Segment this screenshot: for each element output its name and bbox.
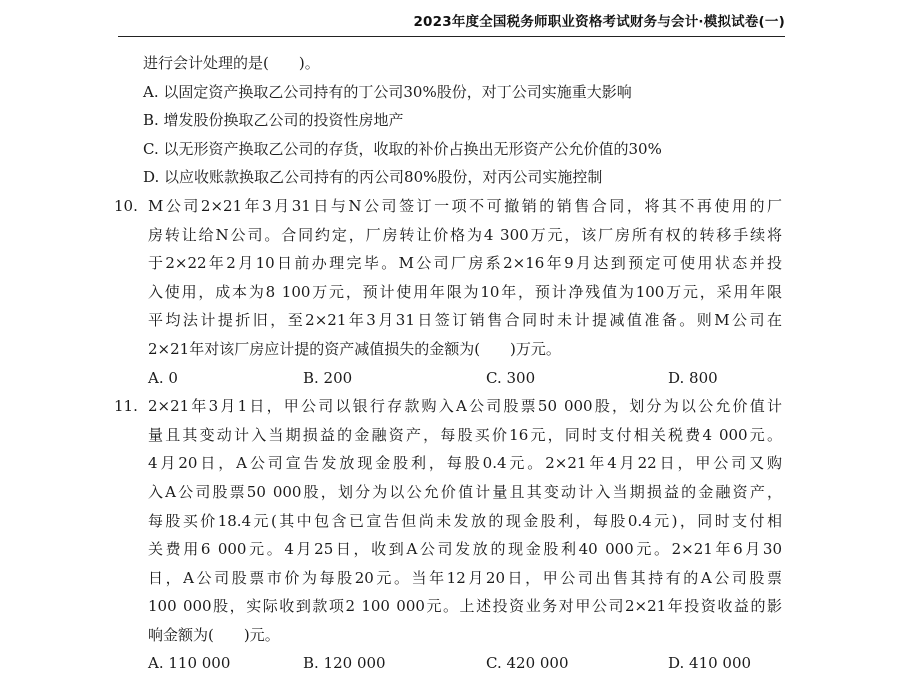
q10-line: 于2×22年2月10日前办理完毕。M公司厂房系2×16年9月达到预定可使用状态并投 [148, 254, 782, 273]
q10-line: 入使用，成本为8 100万元，预计使用年限为10年，预计净残值为100万元，采用年限 [148, 282, 782, 301]
q10-line: 房转让给N公司。合同约定，厂房转让价格为4 300万元，该厂房所有权的转移手续将 [148, 225, 782, 244]
q9-option-b: B. 增发股份换取乙公司的投资性房地产 [143, 111, 404, 130]
q10-choice-b: B. 200 [303, 368, 353, 387]
q11-line: 4月20日，A公司宣告发放现金股利，每股0.4元。2×21年4月22日，甲公司又购 [148, 454, 782, 473]
question-11 [0, 392, 903, 649]
q10-choice-d: D. 800 [668, 368, 718, 387]
q11-choice-d: D. 410 000 [668, 654, 752, 673]
header-rule [118, 36, 785, 37]
q11-line: 日，A公司股票市价为每股20元。当年12月20日，甲公司出售其持有的A公司股票 [148, 568, 782, 587]
q10-line: 2×21年对该厂房应计提的资产减值损失的金额为( )万元。 [148, 339, 561, 358]
q11-choice-b: B. 120 000 [303, 654, 386, 673]
q11-line: 响金额为( )元。 [148, 625, 280, 644]
q9-stem-tail: 进行会计处理的是( )。 [143, 54, 320, 72]
page-header-title: 2023年度全国税务师职业资格考试财务与会计·模拟试卷(一) [413, 14, 785, 30]
question-10 [0, 192, 903, 364]
q10-choices [0, 364, 903, 393]
q11-line: 100 000股，实际收到款项2 100 000元。上述投资业务对甲公司2×21年投资收益的影 [148, 597, 782, 616]
q11-line: 2×21年3月1日，甲公司以银行存款购入A公司股票50 000股，划分为以公允价值计 [148, 397, 782, 416]
q10-choice-a: A. 0 [148, 368, 178, 387]
q11-choices [0, 649, 903, 678]
q9-option-a: A. 以固定资产换取乙公司持有的丁公司30%股份，对丁公司实施重大影响 [143, 82, 632, 101]
q10-line: 平均法计提折旧，至2×21年3月31日签订销售合同时未计提减值准备。则M公司在 [148, 311, 782, 330]
q11-line: 入A公司股票50 000股，划分为以公允价值计量且其变动计入当期损益的金融资产， [148, 482, 782, 501]
q11-choice-a: A. 110 000 [148, 654, 231, 673]
q9-option-d: D. 以应收账款换取乙公司持有的丙公司80%股份，对丙公司实施控制 [143, 168, 603, 187]
q11-line: 每股买价18.4元(其中包含已宣告但尚未发放的现金股利，每股0.4元)，同时支付相 [148, 511, 782, 530]
q10-choice-c: C. 300 [486, 368, 536, 387]
q11-line: 关费用6 000元。4月25日，收到A公司发放的现金股利40 000元。2×21年6月30 [148, 540, 782, 559]
question-number: 11. [114, 397, 138, 416]
q11-choice-c: C. 420 000 [486, 654, 569, 673]
q9-option-c: C. 以无形资产换取乙公司的存货，收取的补价占换出无形资产公允价值的30% [143, 139, 662, 158]
q11-line: 量且其变动计入当期损益的金融资产，每股买价16元，同时支付相关税费4 000元。 [148, 425, 782, 444]
question-number: 10. [114, 196, 138, 215]
q10-line: M公司2×21年3月31日与N公司签订一项不可撤销的销售合同，将其不再使用的厂 [148, 196, 782, 215]
exam-content [0, 49, 903, 678]
